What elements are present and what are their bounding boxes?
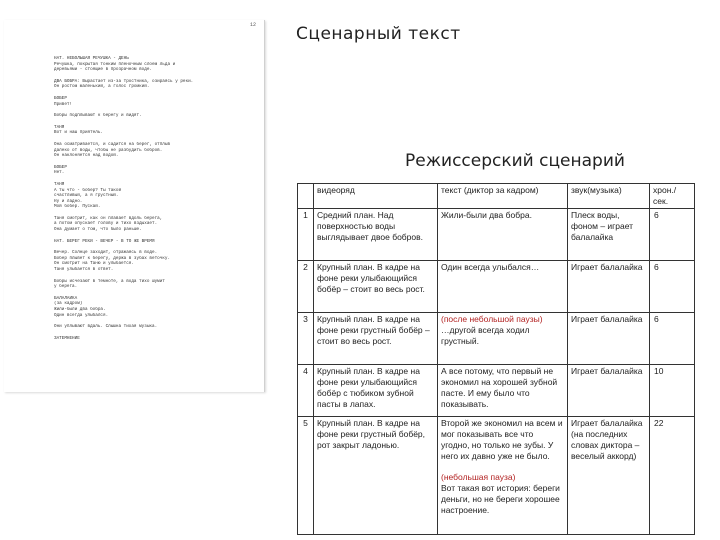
table-header-row: [298, 184, 695, 209]
table-row: [298, 261, 695, 313]
screenplay-line: Она думает о том, что было раньше.: [54, 227, 142, 233]
sound-cell: Играет балалайка (на последних словах диктора – веселый аккорд): [568, 417, 650, 535]
screenplay-page-number: 12: [249, 22, 256, 28]
screenplay-line: Они уплывают вдаль. Слышна тихая музыка.: [54, 324, 158, 330]
screenplay-line: у берега.: [54, 284, 78, 290]
row-number: 3: [298, 313, 314, 365]
screenplay-line: ТАНЯ: [54, 181, 65, 187]
screenplay-line: БОБЁР: [54, 164, 67, 170]
screenplay-line: Бобры подплывают к берегу и видят.: [54, 113, 142, 119]
table-row: [298, 313, 695, 365]
narration-cell: [438, 261, 568, 313]
header-video: видеоряд: [314, 184, 438, 209]
screenplay-line: А ты что - бобёр? Ты такой: [54, 187, 122, 193]
narration-text: Второй же экономил на всем и мог показывать все что угодно, но только не зубы. У него их давно уже не было.: [441, 418, 563, 461]
screenplay-line: а потом опускает голову и тихо вздыхает.: [54, 221, 158, 227]
video-cell: Крупный план. В кадре на фоне реки улыбающийся бобёр – стоит во весь рост.: [314, 261, 438, 313]
video-cell: Крупный план. В кадре на фоне реки грустный бобёр – стоит во весь рост.: [314, 313, 438, 365]
screenplay-line: Жили-были два бобра.: [54, 307, 106, 312]
narration-text: Один всегда улыбался…: [441, 262, 540, 272]
screenplay-line: Он смотрит на Таню и улыбается.: [54, 261, 134, 267]
row-number: 4: [298, 365, 314, 417]
narration-text: А все потому, что первый не экономил на хорошей зубной пасте. И ему было что показывать.: [441, 366, 558, 409]
narration-pause-note: (небольшая пауза): [441, 472, 516, 482]
screenplay-line: (за кадром): [54, 301, 83, 307]
screenplay-line: далеко от воды, чтобы не разбудить бобров.: [54, 147, 163, 153]
screenplay-line: БАЛАЛАЙКА: [54, 295, 78, 301]
header-text: текст (диктор за кадром): [438, 184, 568, 209]
sound-cell: Играет балалайка: [568, 365, 650, 417]
screenplay-line: Ну и ладно.: [54, 198, 83, 204]
video-cell: Крупный план. В кадре на фоне реки улыбающийся бобёр с тюбиком зубной пасты в лапах.: [314, 365, 438, 417]
screenplay-line: ДВА БОБРА: Вырастает из-за тростника, озираясь у реки.: [54, 78, 194, 84]
narration-text: Жили-были два бобра.: [441, 210, 532, 220]
screenplay-line: Один всегда улыбался.: [54, 312, 109, 318]
row-number: 1: [298, 209, 314, 261]
screenplay-line: НАТ. БЕРЕГ РЕКИ - ВЕЧЕР - В ТО ЖЕ ВРЕМЯ: [54, 238, 155, 244]
screenplay-line: Он ростом маленький, а голос громкий.: [54, 84, 150, 90]
sound-cell: Играет балалайка: [568, 313, 650, 365]
screenplay-line: Нет.: [54, 170, 65, 176]
screenplay-line: Вот и наш приятель.: [54, 130, 103, 136]
screenplay-line: НАТ. НЕБОЛЬШАЯ РЕЧУШКА - ДЕНЬ: [54, 56, 129, 61]
screenplay-line: ТАНЯ: [54, 124, 65, 130]
screenplay-page-image: [4, 20, 265, 392]
duration-cell: 6: [650, 313, 695, 365]
narration-cell: [438, 313, 568, 365]
row-number: 2: [298, 261, 314, 313]
table-row: [298, 417, 695, 535]
video-cell: Крупный план. В кадре на фоне реки грустный бобёр, рот закрыт ладонью.: [314, 417, 438, 535]
director-script-table: [297, 183, 695, 535]
header-sound: звук(музыка): [568, 184, 650, 209]
screenplay-line: Вечер. Солнце заходит, отражаясь в воде.: [54, 250, 158, 256]
sound-cell: Играет балалайка: [568, 261, 650, 313]
sound-cell: Плеск воды, фоном – играет балалайка: [568, 209, 650, 261]
screenplay-text: [54, 56, 250, 341]
screenplay-line: ЗАТЕМНЕНИЕ: [54, 335, 80, 341]
script-text-title: Сценарный текст: [296, 24, 461, 44]
row-number: 5: [298, 417, 314, 535]
narration-pause-note: (после небольшой паузы): [441, 314, 543, 324]
screenplay-line: деревьями - стоящие в прозрачном воде.: [54, 67, 152, 73]
screenplay-line: счастливый, а я грустный.: [54, 193, 119, 199]
narration-text: …другой всегда ходил грустный.: [441, 325, 530, 346]
duration-cell: 6: [650, 261, 695, 313]
screenplay-line: Он наклоняется над водой.: [54, 153, 119, 159]
duration-cell: 6: [650, 209, 695, 261]
table-row: [298, 365, 695, 417]
duration-cell: 10: [650, 365, 695, 417]
screenplay-line: Таня улыбается в ответ.: [54, 267, 114, 273]
video-cell: Средний план. Над поверхностью воды выглядывает двое бобров.: [314, 209, 438, 261]
screenplay-line: Речушка, покрытая тонким плёночным слоем льда и: [54, 61, 176, 67]
screenplay-line: БОБЁР: [54, 95, 67, 101]
director-script-title: Режиссерский сценарий: [405, 151, 625, 171]
header-num: [298, 184, 314, 209]
narration-cell: [438, 365, 568, 417]
duration-cell: 22: [650, 417, 695, 535]
table-row: [298, 209, 695, 261]
narration-cell: [438, 417, 568, 535]
screenplay-line: Она осматривается, и садится на берег, отплыв: [54, 141, 171, 147]
screenplay-line: Мой бобёр. Пускай.: [54, 204, 101, 210]
screenplay-line: Таня смотрит, как он плавает вдоль берега,: [54, 215, 163, 221]
header-duration: хрон./сек.: [650, 184, 695, 209]
narration-cell: [438, 209, 568, 261]
screenplay-line: Привет!: [54, 101, 73, 107]
screenplay-line: Бобры исчезают в темноте, а вода тихо шумит: [54, 278, 165, 284]
narration-text: Вот такая вот история: береги деньги, но не береги хорошее настроение.: [441, 483, 560, 515]
screenplay-line: Бобёр плывёт к берегу, держа в зубах веточку.: [54, 255, 171, 261]
